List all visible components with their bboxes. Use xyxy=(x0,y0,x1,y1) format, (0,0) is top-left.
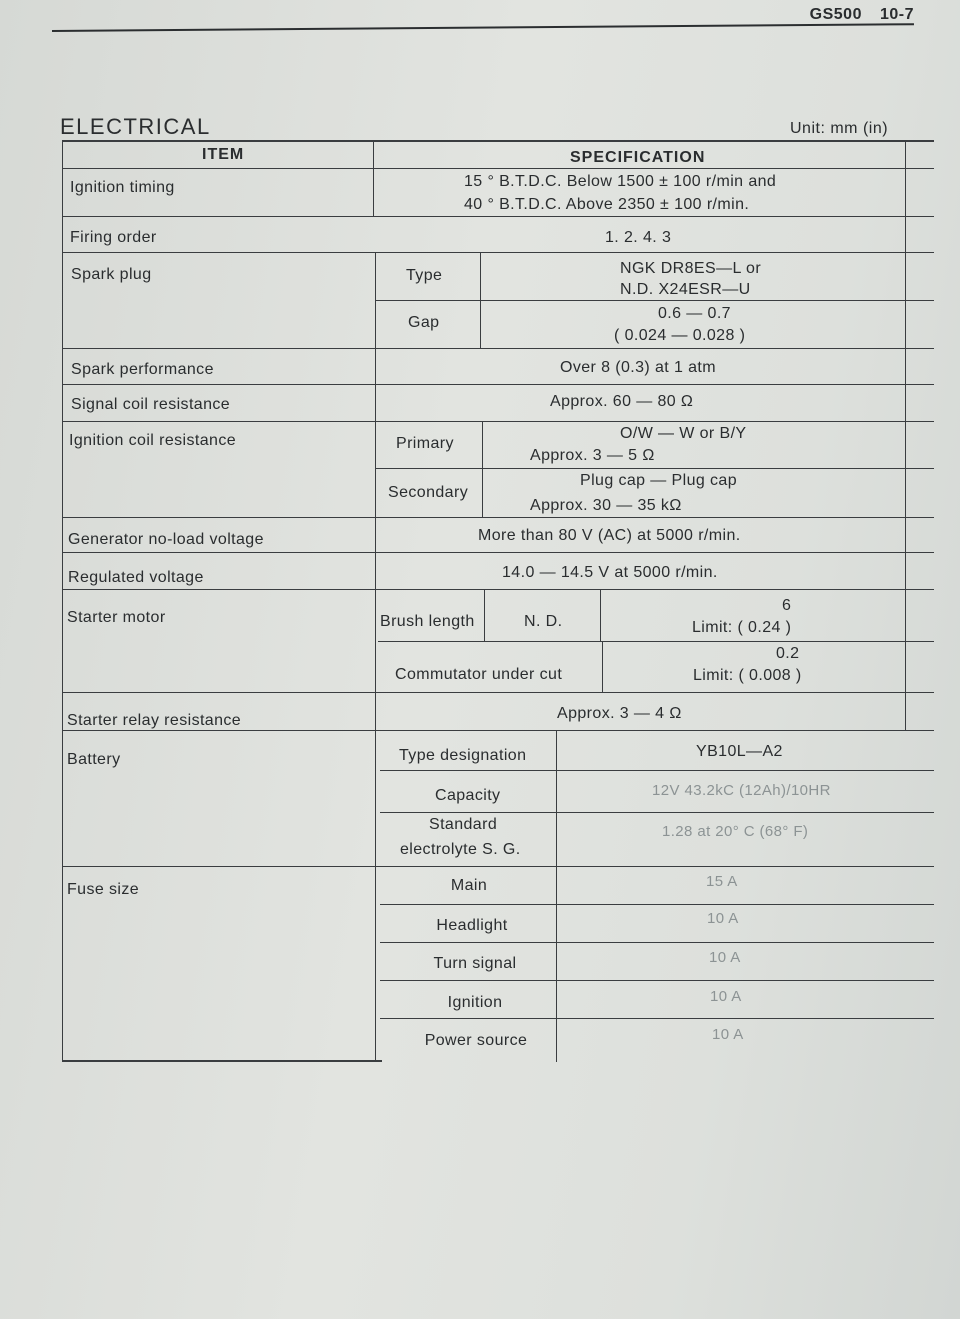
battery-sg-label-1: Standard xyxy=(429,816,498,833)
row-divider xyxy=(62,866,934,867)
item-starter-relay-resistance: Starter relay resistance xyxy=(67,712,242,729)
section-title: ELECTRICAL xyxy=(60,114,211,139)
signal-coil-value: Approx. 60 — 80 Ω xyxy=(550,393,694,410)
battery-type-label: Type designation xyxy=(399,747,527,764)
ignition-coil-primary-line1: O/W — W or B/Y xyxy=(620,425,747,442)
spec-table xyxy=(62,140,934,1062)
fuse-headlight-value: 10 A xyxy=(707,910,739,927)
ignition-coil-secondary-line2: Approx. 30 — 35 kΩ xyxy=(530,497,682,514)
fuse-headlight-label: Headlight xyxy=(436,917,508,934)
column-header-specification: SPECIFICATION xyxy=(570,149,706,166)
item-spark-plug: Spark plug xyxy=(71,266,152,283)
table-border-bottom xyxy=(62,1060,382,1062)
spark-plug-gap-line1: 0.6 — 0.7 xyxy=(658,305,731,322)
row-divider xyxy=(380,770,934,771)
row-divider xyxy=(62,216,934,217)
firing-order-value: 1. 2. 4. 3 xyxy=(605,229,672,246)
column-divider xyxy=(484,589,485,641)
spark-plug-type-line2: N.D. X24ESR—U xyxy=(620,281,751,298)
row-divider xyxy=(380,942,934,943)
row-divider xyxy=(375,300,934,301)
starter-brush-standard: N. D. xyxy=(524,613,563,630)
row-divider xyxy=(380,1018,934,1019)
item-firing-order: Firing order xyxy=(70,229,157,246)
item-starter-motor: Starter motor xyxy=(67,609,166,626)
row-divider xyxy=(62,421,934,422)
ignition-timing-line1: 15 ° B.T.D.C. Below 1500 ± 100 r/min and xyxy=(464,173,777,190)
spark-plug-gap-line2: ( 0.024 — 0.028 ) xyxy=(614,327,746,344)
ignition-coil-secondary-line1: Plug cap — Plug cap xyxy=(580,472,738,489)
battery-sg-label-2: electrolyte S. G. xyxy=(400,841,521,858)
row-divider xyxy=(62,692,934,693)
row-divider xyxy=(62,348,934,349)
spark-performance-value: Over 8 (0.3) at 1 atm xyxy=(560,359,717,376)
column-divider xyxy=(480,252,481,348)
starter-commutator-limit: Limit: ( 0.008 ) xyxy=(693,667,802,684)
starter-brush-length-label: Brush length xyxy=(380,613,475,630)
table-border-top xyxy=(62,140,934,142)
starter-commutator-limit-value: 0.2 xyxy=(776,645,800,662)
unit-label: Unit: mm (in) xyxy=(790,120,889,137)
page-number: 10-7 xyxy=(879,6,914,23)
spark-plug-gap-label: Gap xyxy=(408,314,440,331)
row-divider xyxy=(375,468,934,469)
row-divider xyxy=(62,252,934,253)
row-divider xyxy=(380,812,934,813)
generator-value: More than 80 V (AC) at 5000 r/min. xyxy=(478,527,741,544)
battery-capacity-value: 12V 43.2kC (12Ah)/10HR xyxy=(652,782,831,799)
table-border-left xyxy=(62,140,63,1062)
item-battery: Battery xyxy=(67,751,121,768)
starter-commutator-label: Commutator under cut xyxy=(395,666,563,683)
row-divider xyxy=(62,589,934,590)
row-divider xyxy=(380,904,934,905)
fuse-main-value: 15 A xyxy=(706,873,738,890)
column-divider xyxy=(373,140,374,216)
item-ignition-timing: Ignition timing xyxy=(70,179,175,196)
starter-relay-value: Approx. 3 — 4 Ω xyxy=(557,705,682,722)
ignition-timing-line2: 40 ° B.T.D.C. Above 2350 ± 100 r/min. xyxy=(464,196,750,213)
column-divider xyxy=(375,252,376,1062)
row-divider xyxy=(62,517,934,518)
fuse-ignition-value: 10 A xyxy=(710,988,742,1005)
starter-brush-limit-value: 6 xyxy=(782,597,792,614)
column-divider xyxy=(482,421,483,517)
column-divider xyxy=(602,641,603,692)
item-spark-performance: Spark performance xyxy=(71,361,214,378)
item-fuse-size: Fuse size xyxy=(67,881,140,898)
fuse-turn-signal-value: 10 A xyxy=(709,949,741,966)
page-header xyxy=(792,6,914,24)
regulated-value: 14.0 — 14.5 V at 5000 r/min. xyxy=(502,564,718,581)
ignition-coil-primary-label: Primary xyxy=(396,435,454,452)
ignition-coil-secondary-label: Secondary xyxy=(388,484,469,501)
ignition-coil-primary-line2: Approx. 3 — 5 Ω xyxy=(530,447,655,464)
item-ignition-coil-resistance: Ignition coil resistance xyxy=(69,432,237,449)
item-signal-coil-resistance: Signal coil resistance xyxy=(71,396,231,413)
row-divider xyxy=(378,641,934,642)
battery-capacity-label: Capacity xyxy=(435,787,501,804)
row-divider xyxy=(380,980,934,981)
battery-type-value: YB10L—A2 xyxy=(696,743,783,760)
column-header-item: ITEM xyxy=(202,146,245,163)
fuse-turn-signal-label: Turn signal xyxy=(433,955,517,972)
battery-sg-value: 1.28 at 20° C (68° F) xyxy=(662,823,809,840)
table-border-right xyxy=(905,140,906,730)
spark-plug-type-line1: NGK DR8ES—L or xyxy=(620,260,762,277)
row-divider xyxy=(62,384,934,385)
spark-plug-type-label: Type xyxy=(406,267,443,284)
fuse-power-source-value: 10 A xyxy=(712,1026,744,1043)
fuse-power-source-label: Power source xyxy=(424,1032,528,1049)
fuse-main-label: Main xyxy=(450,877,488,894)
fuse-ignition-label: Ignition xyxy=(447,994,503,1011)
column-divider xyxy=(600,589,601,641)
item-regulated-voltage: Regulated voltage xyxy=(68,569,204,586)
model-name: GS500 xyxy=(809,6,862,23)
row-divider xyxy=(62,552,934,553)
row-divider xyxy=(62,168,934,169)
starter-brush-limit: Limit: ( 0.24 ) xyxy=(692,619,792,636)
header-rule xyxy=(52,23,914,32)
item-generator-no-load-voltage: Generator no-load voltage xyxy=(68,531,264,548)
